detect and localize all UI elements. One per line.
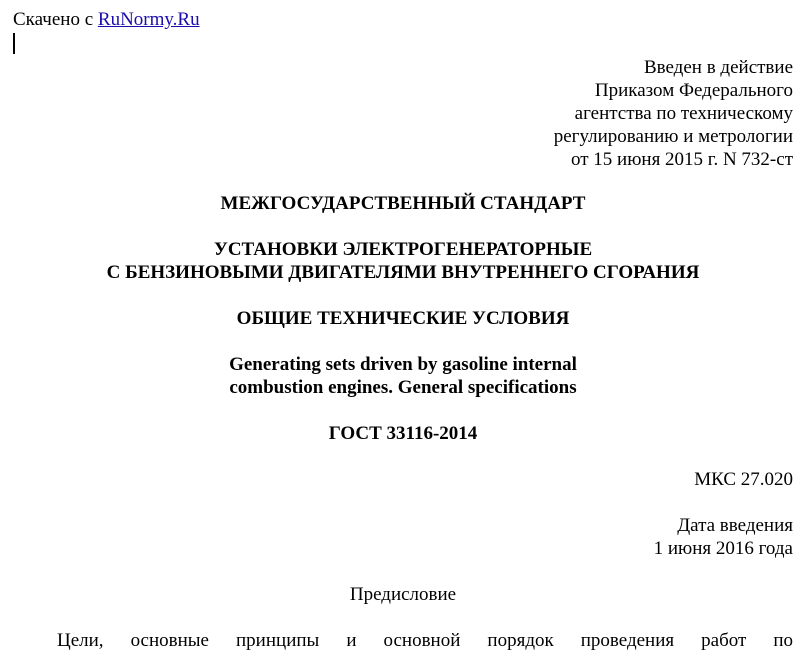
- standard-subject-line: С БЕНЗИНОВЫМИ ДВИГАТЕЛЯМИ ВНУТРЕННЕГО СГОРАНИЯ: [106, 262, 700, 283]
- body-word: принципы: [236, 630, 320, 651]
- preface-first-line: [57, 629, 793, 652]
- introduction-date-block: [654, 514, 793, 560]
- approval-line: Приказом Федерального: [594, 80, 793, 101]
- standard-type-heading: [0, 192, 799, 215]
- runormy-link[interactable]: RuNormy.Ru: [97, 9, 200, 30]
- introduction-date-label: Дата введения: [677, 515, 793, 536]
- text-cursor: [13, 33, 15, 54]
- approval-line: от 15 июня 2015 г. N 732-ст: [570, 149, 793, 170]
- body-word: проведения: [580, 630, 675, 651]
- standard-conditions-text: ОБЩИЕ ТЕХНИЧЕСКИЕ УСЛОВИЯ: [236, 308, 570, 329]
- approval-line: Введен в действие: [643, 57, 793, 78]
- approval-line: регулированию и метрологии: [553, 126, 793, 147]
- body-word: и: [346, 630, 357, 651]
- download-source-prefix: Скачено с: [13, 9, 94, 30]
- approval-line: агентства по техническому: [574, 103, 793, 124]
- download-source-line: [13, 8, 200, 32]
- introduction-date-value: 1 июня 2016 года: [653, 538, 793, 559]
- standard-subject-line: УСТАНОВКИ ЭЛЕКТРОГЕНЕРАТОРНЫЕ: [213, 239, 593, 260]
- preface-heading: Предисловие: [349, 584, 457, 605]
- english-title-line: combustion engines. General specifications: [229, 377, 577, 398]
- approval-block: [554, 56, 793, 171]
- english-title: [0, 353, 799, 399]
- mks-code: МКС 27.020: [694, 469, 793, 490]
- body-word: Цели,: [57, 630, 104, 651]
- body-word: по: [773, 630, 793, 651]
- gost-number-text: ГОСТ 33116-2014: [328, 423, 478, 444]
- body-word: порядок: [487, 630, 554, 651]
- body-word: основные: [130, 630, 209, 651]
- standard-subject-heading: [0, 238, 799, 284]
- english-title-line: Generating sets driven by gasoline internal: [229, 354, 577, 375]
- standard-conditions-heading: [0, 307, 799, 330]
- body-word: основной: [383, 630, 461, 651]
- body-word: работ: [701, 630, 747, 651]
- standard-type-text: МЕЖГОСУДАРСТВЕННЫЙ СТАНДАРТ: [220, 193, 586, 214]
- gost-number: [0, 422, 799, 445]
